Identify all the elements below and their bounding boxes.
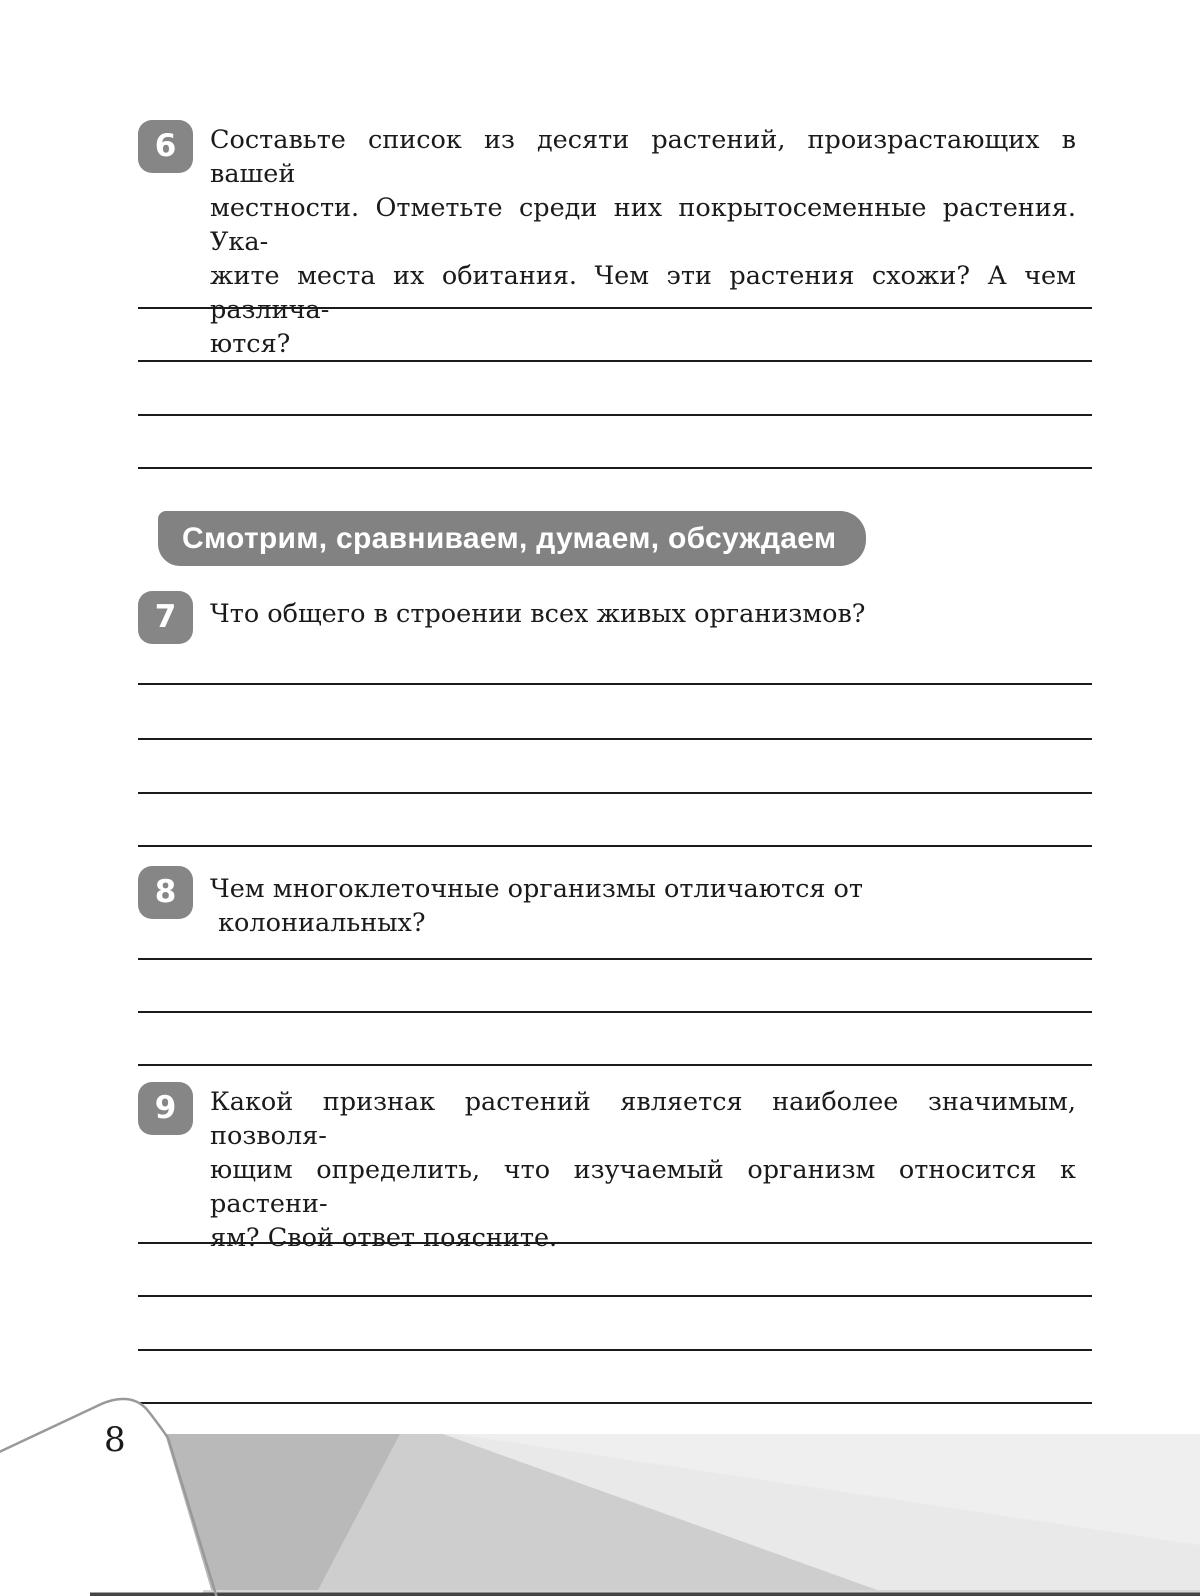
answer-line <box>138 683 1092 685</box>
answer-line <box>138 414 1092 416</box>
answer-line <box>138 958 1092 960</box>
section-banner: Смотрим, сравниваем, думаем, обсуждаем <box>158 511 866 566</box>
footer-art <box>0 1380 1200 1596</box>
task-9-number-badge: 9 <box>138 1082 193 1135</box>
answer-line <box>138 307 1092 309</box>
answer-line <box>138 792 1092 794</box>
answer-line <box>138 1242 1092 1244</box>
task-6-number-badge: 6 <box>138 120 193 173</box>
answer-line <box>138 1349 1092 1351</box>
task-7-number-badge: 7 <box>138 591 193 644</box>
answer-line <box>138 1011 1092 1013</box>
task-8-text: Чем многоклеточные организмы отличаются от колониальных? <box>210 874 864 938</box>
answer-line <box>138 845 1092 847</box>
answer-line <box>138 360 1092 362</box>
task-7-text: Что общего в строении всех живых организмов? <box>210 599 866 629</box>
task-8-number-badge: 8 <box>138 866 193 919</box>
task-9-text: Какой признак растений является наиболее значимым, позволя- ющим определить, что изучаемый организм относится к растени- ям? Свой ответ поясните. <box>210 1087 1076 1253</box>
task-6-text: Составьте список из десяти растений, произрастающих в вашей местности. Отметьте среди них покрытосеменные растения. Ука- жите места их обитания. Чем эти растения схожи? А чем различа- ются? <box>210 125 1076 359</box>
answer-line <box>138 1295 1092 1297</box>
answer-line <box>138 1064 1092 1066</box>
page-number: 8 <box>104 1420 126 1460</box>
answer-line <box>138 467 1092 469</box>
answer-line <box>138 738 1092 740</box>
bottom-scan-bar <box>90 1593 1200 1596</box>
